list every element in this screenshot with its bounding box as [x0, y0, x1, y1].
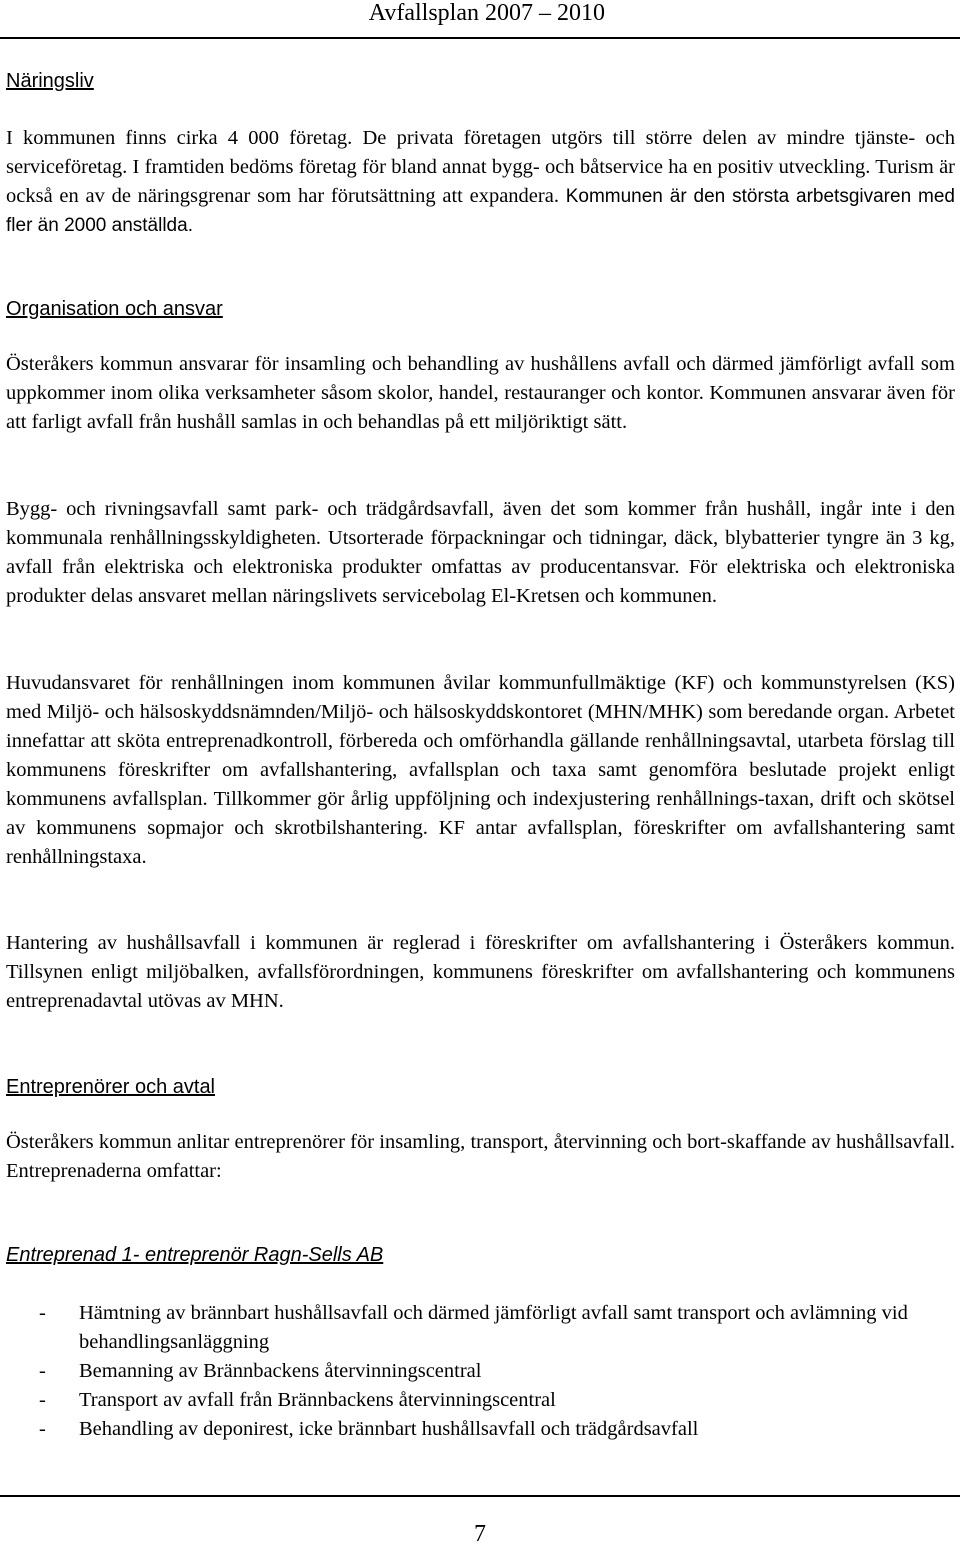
list-item-text: Behandling av deponirest, icke brännbart hushållsavfall och trädgårdsavfall — [79, 1418, 699, 1440]
heading-naringsliv: Näringsliv — [6, 70, 94, 92]
paragraph-organisation-1: Österåkers kommun ansvarar för insamling och behandling av hushållens avfall och därmed jämförligt avfall som uppkommer inom olika verksamheter såsom skolor, handel, restauranger och kontor. Kommunen ansvarar även för att farligt avfall från hushåll samlas in och behandlas på ett miljöriktigt sätt. — [6, 353, 955, 433]
heading-organisation: Organisation och ansvar — [6, 298, 223, 320]
dash-bullet: - — [39, 1418, 46, 1440]
paragraph-naringsliv-employer: Kommunen är den största arbetsgivaren med fler än 2000 anställda. — [6, 186, 955, 236]
paragraph-organisation-2: Bygg- och rivningsavfall samt park- och trädgårdsavfall, även det som kommer från hushåll, ingår inte i den kommunala renhållningsskyldigheten. Utsorterade förpackningar och tidningar, däck, blybatterier tyngre än 3 kg, avfall från elektriska och elektroniska produkter omfattas av producentansvar. För elektriska och elektroniska produkter delas ansvaret mellan näringslivets servicebolag El-Kretsen och kommunen. — [6, 498, 955, 607]
paragraph-organisation-3: Huvudansvaret för renhållningen inom kommunen åvilar kommunfullmäktige (KF) och kommunstyrelsen (KS) med Miljö- och hälsoskyddsnämnden/Miljö- och hälsoskyddskontoret (MHN/MHK) som beredande organ. Arbetet innefattar att sköta entreprenadkontroll, förbereda och omförhandla gällande renhållningsavtal, utarbeta förslag till kommunens föreskrifter om avfallshantering, avfallsplan och taxa samt genomföra beslutade projekt enligt kommunens avfallsplan. Tillkommer gör årlig uppföljning och indexjustering renhållnings-taxan, drift och skötsel av kommunens sopmajor och skrotbilshantering. KF antar avfallsplan, föreskrifter om avfallshantering samt renhållningstaxa. — [6, 672, 955, 868]
list-item-text: Hämtning av brännbart hushållsavfall och därmed jämförligt avfall samt transport och avlämning vid behandlingsanläggning — [79, 1302, 908, 1353]
footer-divider — [0, 1495, 960, 1497]
list-item — [0, 1386, 954, 1415]
list-item — [0, 1415, 954, 1444]
list-item-text: Bemanning av Brännbackens återvinningscentral — [79, 1360, 482, 1382]
list-item-text: Transport av avfall från Brännbackens återvinningscentral — [79, 1389, 556, 1411]
dash-bullet: - — [39, 1302, 46, 1324]
list-item — [0, 1357, 954, 1386]
paragraph-organisation-4: Hantering av hushållsavfall i kommunen är reglerad i föreskrifter om avfallshantering i Österåkers kommun. Tillsynen enligt miljöbalken, avfallsförordningen, kommunens föreskrifter om avfallshantering och kommunens entreprenadavtal utövas av MHN. — [6, 932, 955, 1012]
header-divider — [0, 37, 960, 39]
paragraph-naringsliv — [6, 124, 955, 240]
page-number: 7 — [474, 1521, 486, 1547]
paragraph-naringsliv-text: I kommunen finns cirka 4 000 företag. De privata företagen utgörs till större delen av mindre tjänste- och serviceföretag. I framtiden bedöms företag för bland annat bygg- och båtservice ha en positiv utveckling. Turism är också en av de näringsgrenar som har förutsättning att expandera. — [6, 127, 955, 207]
dash-bullet: - — [39, 1360, 46, 1382]
paragraph-entreprenorer: Österåkers kommun anlitar entreprenörer för insamling, transport, återvinning och bort-skaffande av hushållsavfall. Entreprenaderna omfattar: — [6, 1131, 955, 1182]
heading-entreprenorer: Entreprenörer och avtal — [6, 1076, 216, 1098]
entreprenad-1-list — [0, 1299, 960, 1444]
dash-bullet: - — [39, 1389, 46, 1411]
page-header-title: Avfallsplan 2007 – 2010 — [368, 0, 605, 26]
list-item — [0, 1299, 954, 1357]
heading-entreprenad-1: Entreprenad 1- entreprenör Ragn-Sells AB — [6, 1244, 384, 1266]
